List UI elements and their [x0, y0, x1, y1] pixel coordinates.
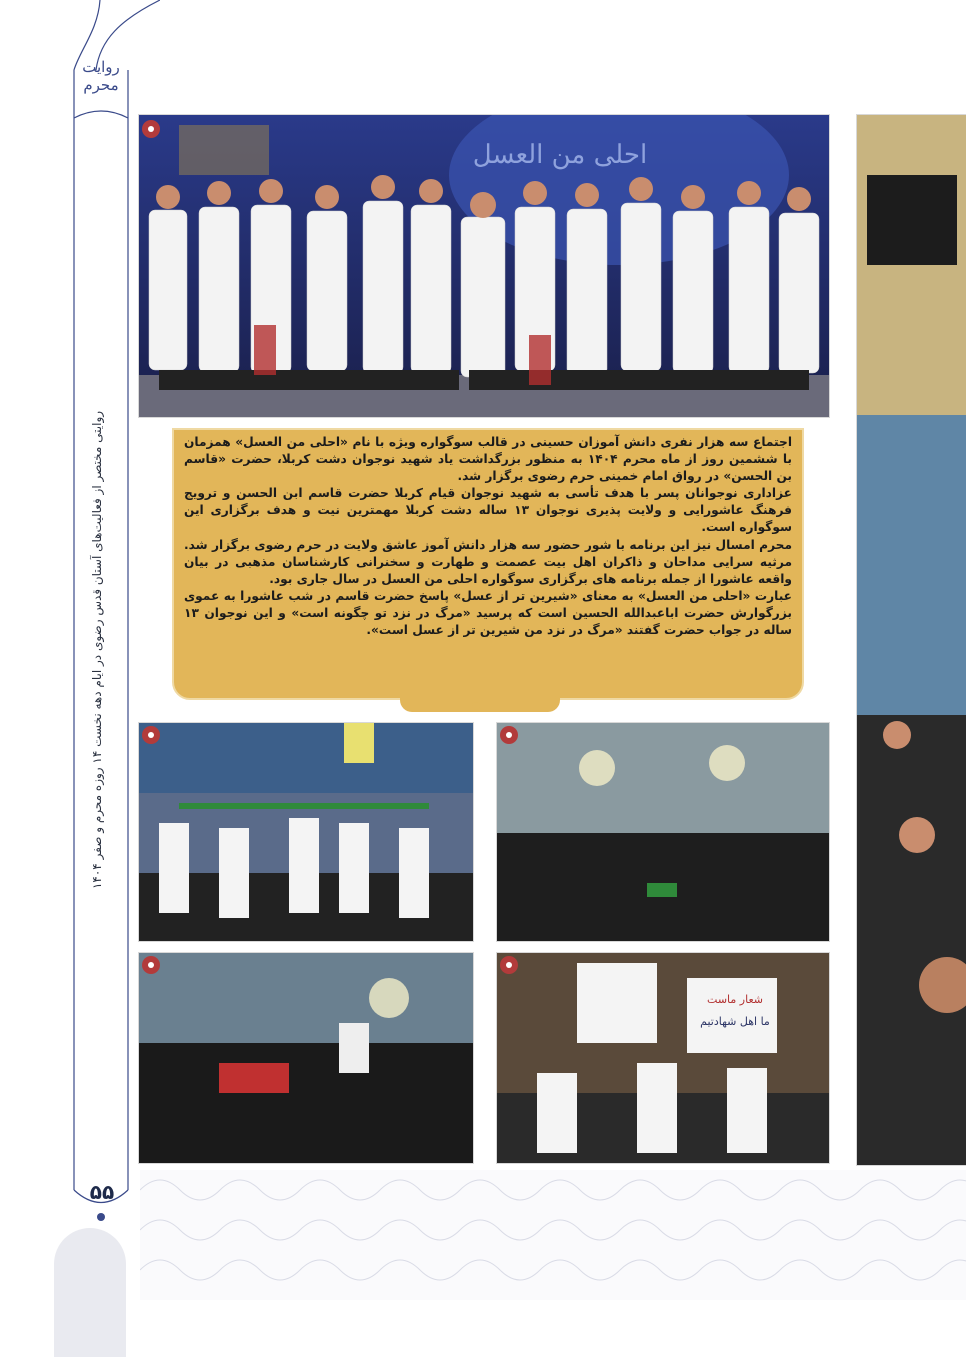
photo-crowd-banners: [138, 952, 474, 1164]
photo-shrine-crowd: [856, 114, 966, 1166]
stage-banner-text: احلی من العسل: [472, 140, 648, 170]
page-tab: [54, 1228, 126, 1357]
article-paragraph: اجتماع سه هزار نفری دانش آموزان حسینی در قالب سوگواره ویژه با نام «احلی من العسل» همزمان با ششمین روز از ماه محرم ۱۴۰۴ به منظور بزرگداشت یاد شهید نوجوان دشت کربلا، حضرت «قاسم بن الحسن» در رواق امام خمینی حرم رضوی برگزار شد.: [184, 435, 792, 484]
bottom-pattern-band: [140, 1170, 966, 1300]
flower-ornament-icon: [140, 954, 162, 976]
flower-ornament-icon: [498, 954, 520, 976]
flower-ornament-icon: [498, 724, 520, 746]
page-number: ۵۵: [89, 1180, 115, 1204]
photo-students-flags: [138, 722, 474, 942]
article-body: [184, 434, 792, 692]
protest-sign-text: شعار ماست: [707, 993, 763, 1006]
article-paragraph: عبارت «احلی من العسل» به معنای «شیرین تر از عسل» پاسخ حضرت قاسم در شب عاشورا به عموی بزرگوارش حضرت اباعبدالله الحسین است که پرسید «مرگ در نزد تو چگونه است» و این نوجوان ۱۳ ساله در جواب حضرت گفتند «مرگ در نزد من شیرین تر از عسل است».: [184, 588, 792, 638]
article-paragraph: محرم امسال نیز این برنامه با شور حضور سه هزار دانش آموز عاشق ولایت در حرم رضوی برگزار شد. مرثیه سرایی مداحان و ذاکران اهل بیت عصمت و طهارت و سخنرانی کارشناسان مذهبی در بیان واقعه عاشورا از جمله برنامه های برگزاری سوگواره احلی من العسل در سال جاری بود.: [184, 537, 792, 586]
protest-sign-text: ما اهل شهادتیم: [700, 1015, 770, 1028]
flower-ornament-icon: [140, 724, 162, 746]
photo-hall-gathering: [496, 722, 830, 942]
side-title-strip: [78, 120, 122, 1180]
article-paragraph: عزاداری نوجوانان پسر با هدف تأسی به شهید نوجوان قیام کربلا حضرت قاسم ابن الحسن و ترویج فرهنگ عاشورایی و ولایت پذیری نوجوان ۱۳ ساله دشت کربلا مهمترین نیت و هدف برگزاری این سوگواره است.: [184, 486, 793, 535]
dot-ornament-icon: [470, 700, 482, 712]
photo-signs-students: [496, 952, 830, 1164]
side-title: روایتی مختصر از فعالیت‌های آستان قدس رضوی در ایام دهه نخست ۱۴ روزه محرم و صفر ۱۴۰۴: [90, 410, 104, 890]
article-textbox: [172, 428, 804, 700]
magazine-logo: روایت محرم: [82, 58, 120, 94]
flower-ornament-icon: [140, 118, 162, 140]
